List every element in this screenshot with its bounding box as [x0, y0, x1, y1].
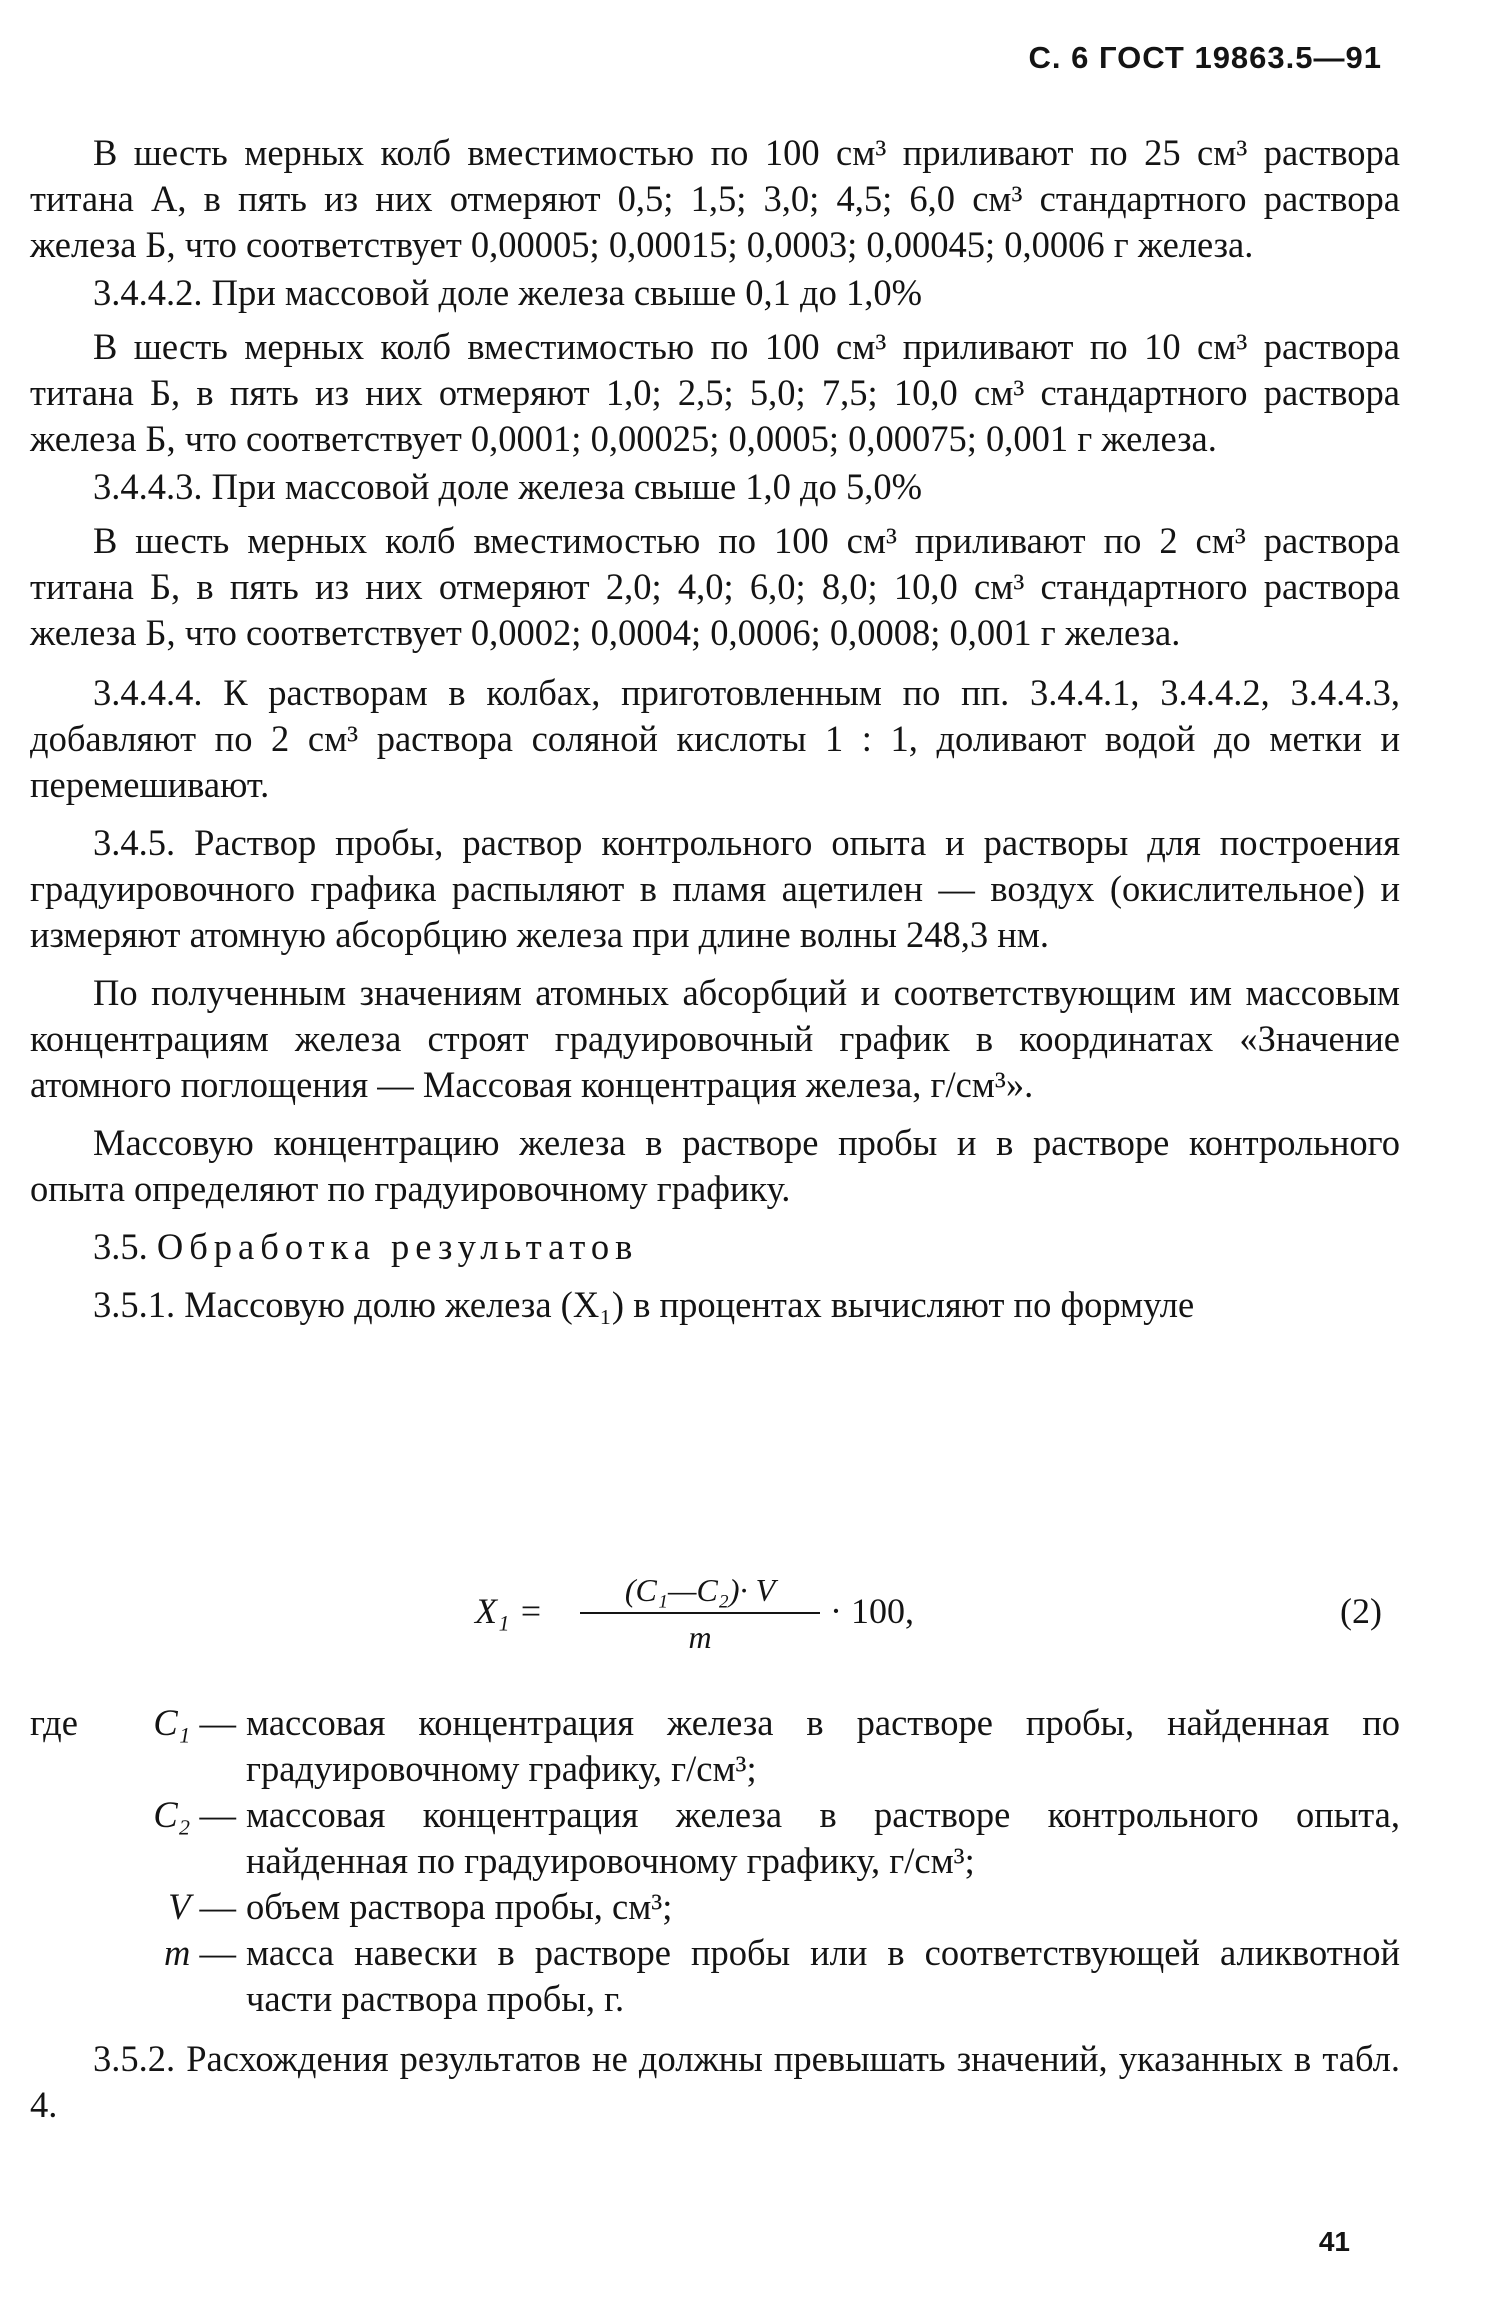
document-page — [30, 0, 1400, 2312]
legend-item — [30, 1700, 1400, 1792]
closing-text-block — [30, 2036, 1400, 2128]
paragraph-p6: 3.4.4.4. К растворам в колбах, приготовленным по пп. 3.4.4.1, 3.4.4.2, 3.4.4.3, добавляют по 2 см³ раствора соляной кислоты 1 : 1, доливают водой до метки и перемешивают. — [30, 672, 1400, 805]
procedure-text-block — [30, 130, 1400, 1328]
legend-key — [30, 1700, 236, 1746]
legend-description: масса навески в растворе пробы или в соответствующей аликвотной части раствора пробы, г. — [246, 1932, 1400, 2019]
legend-description: объем раствора пробы, см³; — [246, 1886, 673, 1927]
legend-item — [30, 1884, 1400, 1930]
legend-symbol: C₁ — [153, 1702, 191, 1743]
legend-item — [30, 1792, 1400, 1884]
formula-number: (2) — [1340, 1591, 1382, 1631]
formula-lhs: X₁ = — [475, 1591, 543, 1631]
legend-key — [30, 1930, 236, 1976]
formula-2 — [30, 1568, 1400, 1678]
paragraph-351: 3.5.1. Массовую долю железа (X₁) в процентах вычисляют по формуле — [93, 1284, 1195, 1325]
legend-key — [30, 1884, 236, 1930]
legend-dash: — — [199, 1886, 236, 1927]
paragraph-p7: 3.4.5. Раствор пробы, раствор контрольного опыта и растворы для построения градуировочного графика распыляют в пламя ацетилен — воздух (окислительное) и измеряют атомную абсорбцию железа при длине волны 248,3 нм. — [30, 822, 1400, 955]
legend-key — [30, 1792, 236, 1838]
legend-symbol: V — [168, 1886, 191, 1927]
legend-dash: — — [199, 1702, 236, 1743]
paragraph-352: 3.5.2. Расхождения результатов не должны превышать значений, указанных в табл. 4. — [30, 2038, 1400, 2125]
legend-item — [30, 1930, 1400, 2022]
formula-denominator: m — [688, 1619, 712, 1655]
formula-numerator: (C₁—C₂)· V — [624, 1572, 776, 1608]
section-heading — [30, 1224, 1400, 1270]
page-number: 41 — [1318, 2226, 1350, 2257]
formula-rhs: · 100, — [830, 1591, 914, 1631]
paragraph-p2: 3.4.4.2. При массовой доле железа свыше 0,1 до 1,0% — [93, 272, 923, 313]
legend-dash: — — [199, 1932, 236, 1973]
legend-dash: — — [199, 1794, 236, 1835]
paragraph-p9: Массовую концентрацию железа в растворе пробы и в растворе контрольного опыта определяют по градуировочному графику. — [30, 1122, 1400, 1209]
paragraph-p3: В шесть мерных колб вместимостью по 100 см³ приливают по 10 см³ раствора титана Б, в пять из них отмеряют 1,0; 2,5; 5,0; 7,5; 10,0 см³ стандартного раствора железа Б, что соответствует 0,0001; 0,00025; 0,0005; 0,00075; 0,001 г железа. — [30, 326, 1400, 459]
legend-symbol: m — [164, 1932, 191, 1973]
paragraph-p8: По полученным значениям атомных абсорбций и соответствующим им массовым концентрациям железа строят градуировочный график в координатах «Значение атомного поглощения — Массовая концентрация железа, г/см³». — [30, 972, 1400, 1105]
section-heading-number: 3.5. — [93, 1226, 148, 1267]
formula-fraction — [580, 1568, 820, 1659]
legend-symbol: C₂ — [153, 1794, 191, 1835]
paragraph-p1: В шесть мерных колб вместимостью по 100 см³ приливают по 25 см³ раствора титана А, в пять из них отмеряют 0,5; 1,5; 3,0; 4,5; 6,0 см³ стандартного раствора железа Б, что соответствует 0,00005; 0,00015; 0,0003; 0,00045; 0,0006 г железа. — [30, 132, 1400, 265]
section-heading-title: Обработка результатов — [156, 1226, 639, 1267]
legend-description: массовая концентрация железа в растворе контрольного опыта, найденная по градуировочному графику, г/см³; — [246, 1794, 1400, 1881]
legend-description: массовая концентрация железа в растворе пробы, найденная по градуировочному графику, г/см³; — [246, 1702, 1400, 1789]
formula-legend — [30, 1700, 1400, 2022]
page-header: С. 6 ГОСТ 19863.5—91 — [1028, 40, 1382, 75]
paragraph-p4: 3.4.4.3. При массовой доле железа свыше 1,0 до 5,0% — [93, 466, 923, 507]
paragraph-p5: В шесть мерных колб вместимостью по 100 см³ приливают по 2 см³ раствора титана Б, в пять из них отмеряют 2,0; 4,0; 6,0; 8,0; 10,0 см³ стандартного раствора железа Б, что соответствует 0,0002; 0,0004; 0,0006; 0,0008; 0,001 г железа. — [30, 520, 1400, 653]
legend-prefix: где — [30, 1702, 78, 1743]
